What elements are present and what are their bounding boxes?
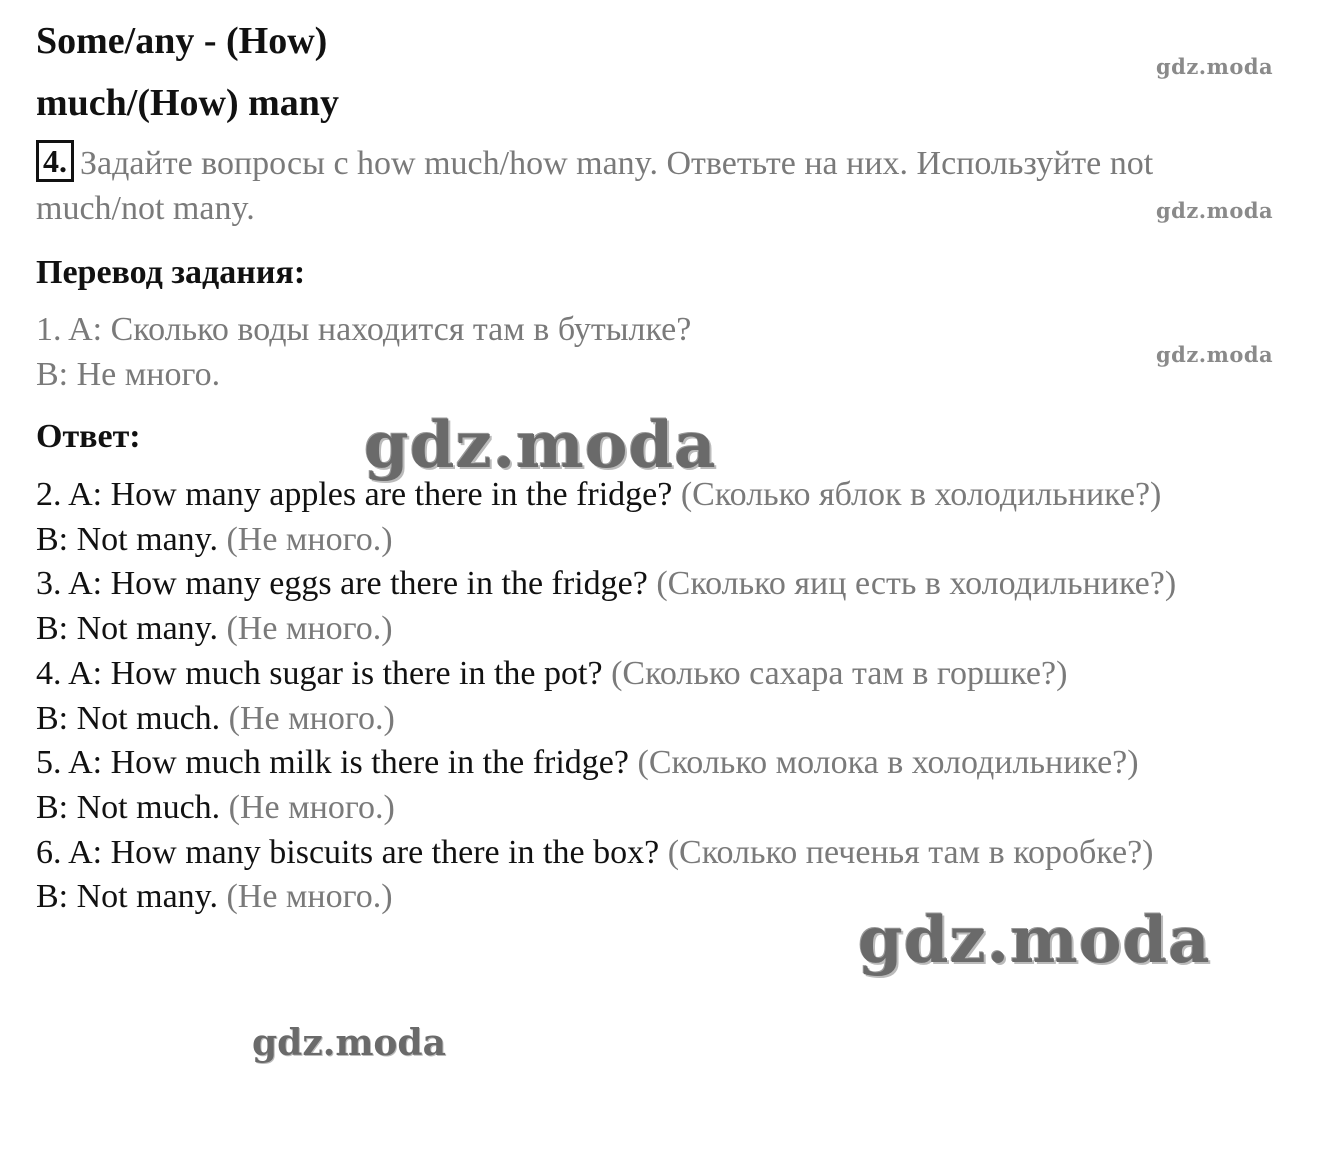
watermark-logo: gdz.moda bbox=[858, 903, 1211, 978]
answer-en: B: Not many. bbox=[36, 610, 218, 648]
question-en: 2. A: How many apples are there in the fridge? bbox=[36, 476, 673, 513]
task-text: Задайте вопросы с how much/how many. Ответьте на них. Используйте not much/not many. bbox=[36, 145, 1154, 227]
answer-ru: (Не много.) bbox=[228, 699, 395, 737]
page-title-line-1: Some/any - (How) bbox=[36, 20, 328, 62]
answer-ru: (Не много.) bbox=[226, 520, 393, 558]
task-number-badge: 4. bbox=[36, 140, 74, 182]
task-instruction bbox=[36, 140, 1276, 231]
translation-line-2: B: Не много. bbox=[36, 356, 221, 393]
question-ru: (Сколько сахара там в горшке?) bbox=[611, 654, 1068, 692]
answer-list bbox=[36, 473, 1276, 920]
answer-en: B: Not many. bbox=[36, 520, 218, 558]
answer-ru: (Не много.) bbox=[226, 878, 393, 916]
watermark-logo: gdz.moda bbox=[1156, 342, 1274, 367]
question-en: 6. A: How many biscuits are there in the box? bbox=[36, 833, 660, 871]
watermark-logo: gdz.moda bbox=[1156, 54, 1274, 79]
question-en: 5. A: How much milk is there in the fridge? bbox=[36, 744, 629, 782]
answer-item-4 bbox=[36, 652, 1276, 741]
answer-item-2 bbox=[36, 473, 1276, 562]
translation-heading: Перевод задания: bbox=[36, 254, 306, 291]
watermark-logo: gdz.moda bbox=[252, 1022, 446, 1064]
answer-en: B: Not much. bbox=[36, 699, 221, 737]
translation-line-1: 1. A: Сколько воды находится там в бутылке? bbox=[36, 311, 692, 348]
watermark-logo: gdz.moda bbox=[1156, 198, 1274, 223]
answer-en: B: Not much. bbox=[36, 788, 221, 826]
watermark-logo: gdz.moda bbox=[364, 408, 717, 483]
translation-block bbox=[36, 307, 1276, 397]
question-en: 4. A: How much sugar is there in the pot? bbox=[36, 654, 603, 692]
answer-item-5 bbox=[36, 741, 1276, 830]
question-ru: (Сколько печенья там в коробке?) bbox=[667, 833, 1154, 871]
answer-ru: (Не много.) bbox=[228, 788, 395, 826]
answer-item-3 bbox=[36, 562, 1276, 651]
page-title-line-2: much/(How) many bbox=[36, 82, 339, 124]
question-ru: (Сколько молока в холодильнике?) bbox=[637, 744, 1139, 782]
question-ru: (Сколько яиц есть в холодильнике?) bbox=[656, 565, 1177, 603]
answer-ru: (Не много.) bbox=[226, 610, 393, 648]
question-en: 3. A: How many eggs are there in the fridge? bbox=[36, 565, 648, 603]
answer-heading: Ответ: bbox=[36, 418, 141, 455]
answer-en: B: Not many. bbox=[36, 878, 218, 916]
question-ru: (Сколько яблок в холодильнике?) bbox=[680, 476, 1162, 513]
